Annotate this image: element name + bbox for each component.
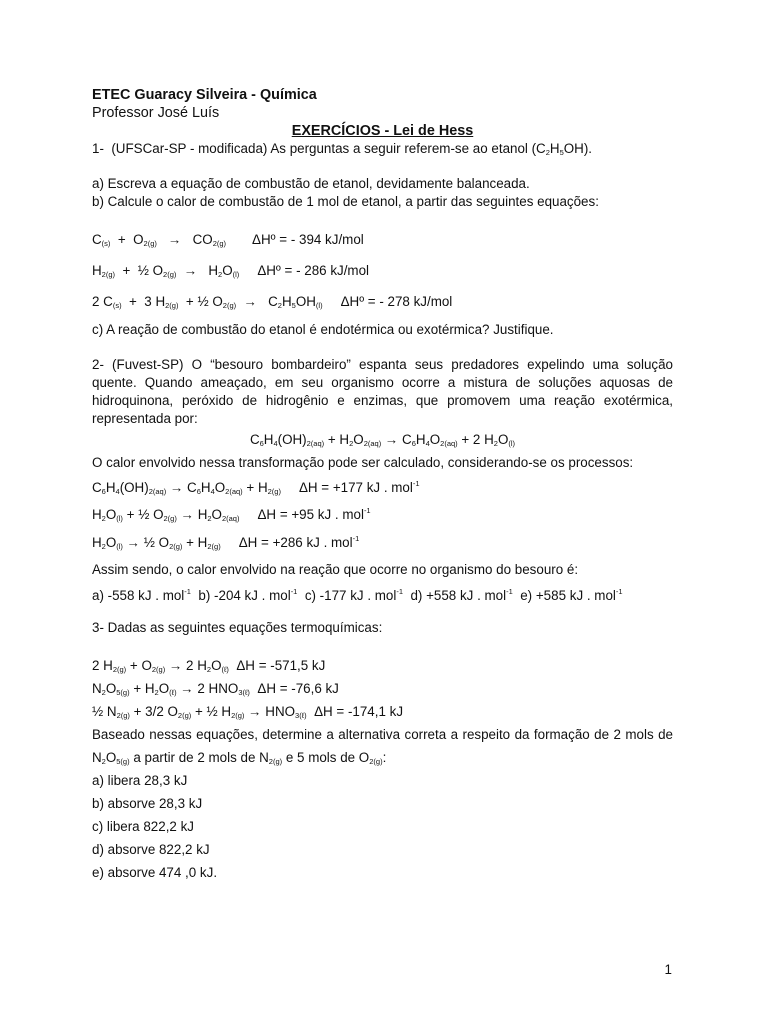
q3-e2-enthalpy: ΔH = -76,6 kJ	[257, 681, 339, 696]
q2-process-1: $C_6H_4(OH)_{2(aq)} \to C_6H_4O_{2(aq)} + H_{2(g)}$ ΔH = +177 kJ . mol$^{-1}$	[92, 479, 420, 496]
document-page	[92, 86, 673, 884]
q1-eq3-enthalpy: ΔHº = - 278 kJ/mol	[340, 294, 453, 309]
q2-option-a: a) -558 kJ . mol$^{-1}$	[92, 587, 191, 603]
q2-process-3: $H_2O_{(l)}$ → ½ $O_{2(g)} + H_{2(g)}$ ΔH = +286 kJ . mol$^{-1}$	[92, 534, 360, 551]
q2-p3-enthalpy: ΔH = +286 kJ . mol	[238, 535, 353, 550]
q3-option-a: a) libera 28,3 kJ	[92, 773, 188, 788]
school-heading: ETEC Guaracy Silveira - Química	[92, 87, 317, 103]
teacher-name: Professor José Luís	[92, 105, 220, 121]
q2-process-2: $H_2O_{(l)}$ + ½ $O_{2(g)} \to H_2O_{2(aq)}$ ΔH = +95 kJ . mol$^{-1}$	[92, 506, 371, 523]
q3-equation-2: $N_2O_{5(g)} + H_2O_{(\ell)} \to 2$ $HNO_{3(\ell)}$ ΔH = -76,6 kJ	[92, 681, 339, 697]
q1-eq1-enthalpy: ΔHº = - 394 kJ/mol	[252, 232, 364, 247]
q3-e1-enthalpy: ΔH = -571,5 kJ	[236, 658, 326, 673]
q1-item-b: b) Calcule o calor de combustão de 1 mol de etanol, a partir das seguintes equações:	[92, 194, 599, 209]
q1-equation-3: 2 $C_{(s)} + 3$ $H_{2(g)}$ + ½ $O_{2(g)} \to C_2H_5OH_{(l)}$ ΔHº = - 278 kJ/mol	[92, 294, 453, 310]
q2-option-c: c) -177 kJ . mol$^{-1}$	[304, 587, 404, 603]
q3-intro: 3- Dadas as seguintes equações termoquímicas:	[92, 620, 383, 635]
q1-item-a: a) Escreva a equação de combustão de etanol, devidamente balanceada.	[92, 176, 530, 191]
q3-option-e: e) absorve 474 ,0 kJ.	[92, 865, 218, 880]
q3-option-d: d) absorve 822,2 kJ	[92, 842, 210, 857]
q2-calor-text: O calor envolvido nessa transformação pode ser calculado, considerando-se os processos:	[92, 455, 634, 470]
q1-item-c: c) A reação de combustão do etanol é endotérmica ou exotérmica? Justifique.	[92, 322, 554, 337]
q3-equation-1: 2 $H_{2(g)} + O_{2(g)} \to 2$ $H_2O_{(\ell)}$ ΔH = -571,5 kJ	[92, 658, 326, 674]
q2-intro: 2- (Fuvest-SP) O “besouro bombardeiro” espanta seus predadores expelindo uma solução quente. Quando ameaçado, em seu organismo ocorre a mistura de soluções aquosas de hidroquinona, peróxido de hidrogênio e enzimas, que promovem uma reação exotérmica, representada por:	[92, 357, 673, 426]
q3-baseado-text: Baseado nessas equações, determine a alternativa correta a respeito da formação de 2 mols de $N_2O_{5(g)}$ a partir de 2 mols de $N_{2(g)}$ e 5 mols de $O_{2(g)}$:	[92, 727, 673, 766]
q2-p2-enthalpy: ΔH = +95 kJ . mol	[257, 507, 364, 522]
page-number: 1	[664, 962, 672, 977]
q3-option-b: b) absorve 28,3 kJ	[92, 796, 203, 811]
q1-equation-1: $C_{(s)} + O_{2(g)} \to CO_{2(g)}$ ΔHº = - 394 kJ/mol	[92, 232, 364, 248]
q3-option-c: c) libera 822,2 kJ	[92, 819, 194, 834]
q2-options	[92, 581, 673, 611]
page-title: EXERCÍCIOS - Lei de Hess	[291, 123, 474, 139]
q2-p1-enthalpy: ΔH = +177 kJ . mol	[298, 480, 413, 495]
q2-option-b: b) -204 kJ . mol$^{-1}$	[198, 587, 298, 603]
q2-option-e: e) +585 kJ . mol$^{-1}$	[520, 587, 623, 603]
q3-e3-enthalpy: ΔH = -174,1 kJ	[314, 704, 404, 719]
q2-assim-text: Assim sendo, o calor envolvido na reação que ocorre no organismo do besouro é:	[92, 562, 579, 577]
q2-main-reaction: $C_6H_4(OH)_{2(aq)} + H_2O_{2(aq)} \to C_6H_4O_{2(aq)} + 2$ $H_2O_{(l)}$	[249, 432, 516, 448]
q1-equation-2: $H_{2(g)}$ + ½ $O_{2(g)} \to H_2O_{(l)}$ ΔHº = - 286 kJ/mol	[92, 263, 370, 279]
q3-equation-3: ½ $N_{2(g)} + 3/2$ $O_{2(g)}$ + ½ $H_{2(g)} \to HNO_{3(\ell)}$ ΔH = -174,1 kJ	[92, 704, 404, 720]
q2-option-d: d) +558 kJ . mol$^{-1}$	[410, 587, 513, 603]
q1-intro: 1- (UFSCar-SP - modificada) As perguntas a seguir referem-se ao etanol $(C_2H_5OH)$.	[92, 141, 593, 157]
q1-eq2-enthalpy: ΔHº = - 286 kJ/mol	[257, 263, 370, 278]
